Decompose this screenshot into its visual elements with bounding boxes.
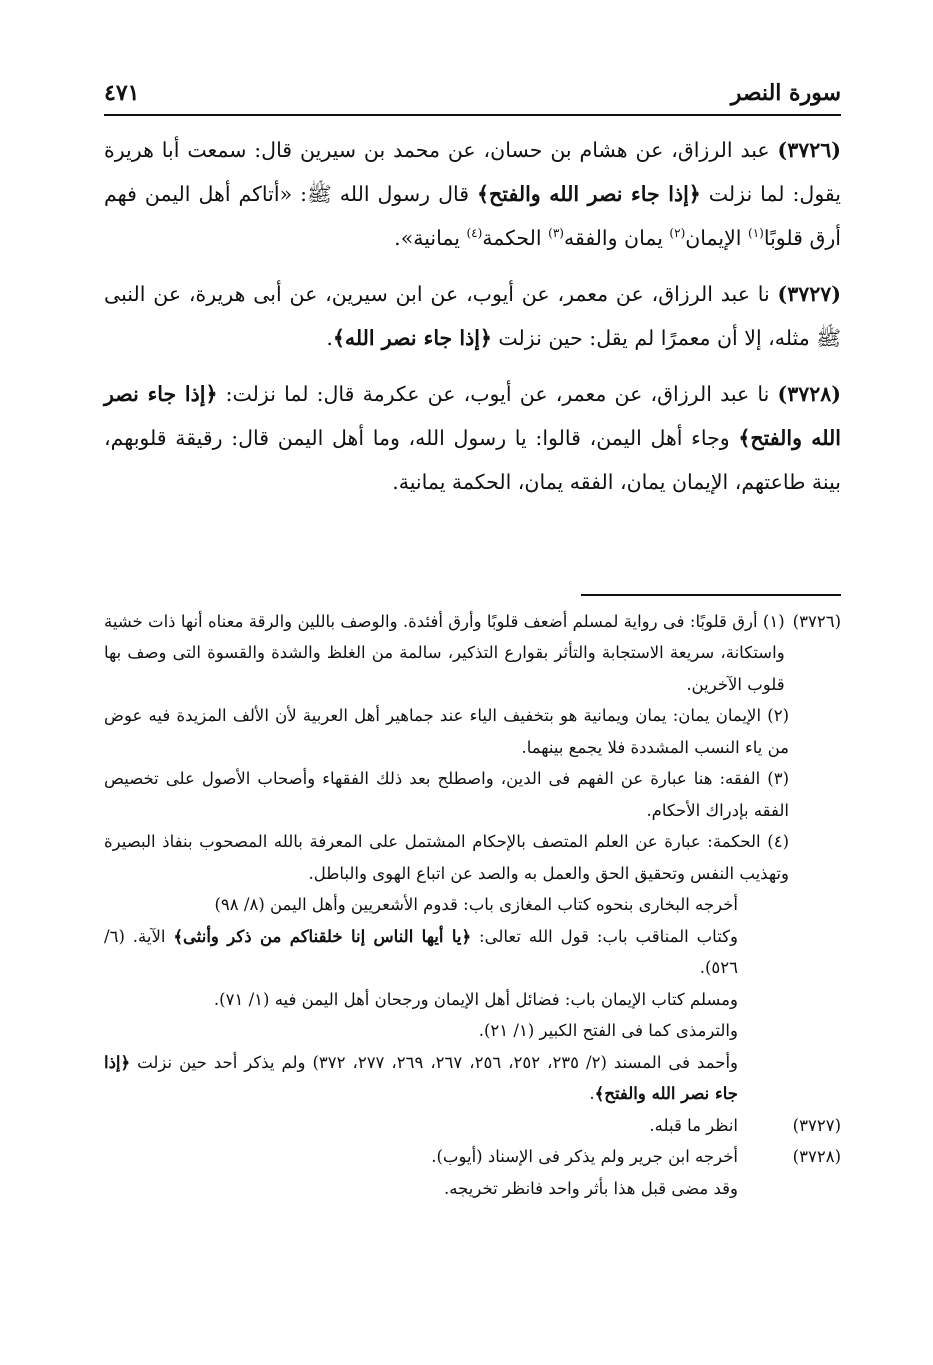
footnote-ref: (٢) bbox=[669, 226, 686, 241]
hadith-3726 bbox=[104, 128, 841, 260]
hadith-number: (٣٧٢٦) bbox=[777, 138, 841, 162]
hadith-number: (٣٧٢٨) bbox=[777, 382, 841, 406]
hadith-text: يمان والفقه bbox=[563, 226, 670, 250]
footnote-text: أخرجه ابن جرير ولم يذكر فى الإسناد (أيوب). bbox=[431, 1147, 738, 1166]
hadith-text: الإيمان bbox=[685, 226, 749, 250]
hadith-text: عبد الرزاق، عن هشام بن حسان، عن محمد بن سيرين قال: سمعت أبا هريرة يقول: لما نزلت bbox=[104, 138, 841, 206]
footnote-4: (٤) الحكمة: عبارة عن العلم المتصف بالإحكام المشتمل على المعرفة بالله المصحوب بنفاذ البصيرة وتهذيب النفس وتحقيق الحق والعمل به والصد عن اتباع الهوى والباطل. bbox=[104, 832, 789, 883]
hadith-text: نا عبد الرزاق، عن معمر، عن أيوب، عن ابن سيرين، عن أبى هريرة، عن النبى ﷺ مثله، إلا أن معمرًا لم يقل: حين نزلت bbox=[104, 282, 841, 350]
hadith-text: يمانية». bbox=[394, 226, 467, 250]
footnote-ref: (٣) bbox=[548, 226, 564, 241]
page-number: ٤٧١ bbox=[104, 80, 140, 106]
footnote-3728 bbox=[104, 1141, 841, 1173]
footnote-text: (١) أرق قلوبًا: فى رواية لمسلم أضعف قلوبًا وأرق أفئدة. والوصف باللين والرقة معناه أنها ذات خشية واستكانة، سريعة الاستجابة والتأثر بقوارع التذكير، سالمة من الغلظ والشدة والقسوة التى وصف بها قلوب الآخرين. bbox=[104, 611, 785, 694]
takhrij-ahmad bbox=[104, 1047, 841, 1110]
hadith-number: (٣٧٢٧) bbox=[777, 282, 841, 306]
takhrij-text: . bbox=[589, 1084, 595, 1103]
footnote-divider bbox=[581, 594, 841, 596]
footnote-ref: (١) bbox=[748, 226, 764, 241]
hadith-text: وجاء أهل اليمن، قالوا: يا رسول الله، وما أهل اليمن قال: رقيقة قلوبهم، بينة طاعتهم، الإيمان يمان، الفقه يمان، الحكمة يمانية. bbox=[104, 426, 841, 494]
footnote-3726 bbox=[104, 606, 841, 701]
hadith-3727 bbox=[104, 272, 841, 360]
book-page bbox=[104, 70, 841, 1204]
takhrij-tirmidhi: والترمذى كما فى الفتح الكبير (١/ ٢١). bbox=[478, 1021, 738, 1040]
header-divider bbox=[104, 114, 841, 116]
footnotes bbox=[104, 606, 841, 1205]
hadith-text: . bbox=[326, 326, 333, 350]
footnote-2: (٢) الإيمان يمان: يمان ويمانية هو بتخفيف الياء عند جماهير أهل العربية لأن الألف المزيدة فيه عوض من ياء النسب المشددة فلا يجمع بينهما. bbox=[104, 706, 789, 757]
surah-title: سورة النصر bbox=[730, 80, 841, 106]
takhrij-text: وأحمد فى المسند (٢/ ٢٣٥، ٢٥٢، ٢٥٦، ٢٦٧، ٢٦٩، ٢٧٧، ٣٧٢) ولم يذكر أحد حين نزلت bbox=[130, 1052, 738, 1072]
takhrij-bukhari-manaqib bbox=[104, 921, 841, 984]
footnote-text: انظر ما قبله. bbox=[649, 1115, 738, 1135]
takhrij-muslim: ومسلم كتاب الإيمان باب: فضائل أهل الإيمان ورجحان أهل اليمن فيه (١/ ٧١). bbox=[213, 989, 738, 1009]
quran-quote: ﴿إذا جاء نصر الله﴾ bbox=[332, 326, 492, 350]
hadith-text: الحكمة bbox=[482, 226, 549, 250]
footnote-3728-cont: وقد مضى قبل هذا بأثر واحد فانظر تخريجه. bbox=[444, 1178, 738, 1198]
quran-quote: ﴿إذا جاء نصر الله والفتح﴾ bbox=[104, 382, 841, 450]
footnote-ref: (٤) bbox=[466, 226, 483, 241]
hadith-3728 bbox=[104, 372, 841, 504]
page-header bbox=[104, 70, 841, 110]
hadith-text: قال رسول الله ﷺ: «أتاكم أهل اليمن فهم أرق قلوبًا bbox=[104, 182, 841, 250]
quran-quote: ﴿إذا جاء نصر الله والفتح﴾ bbox=[477, 182, 701, 206]
quran-quote: ﴿يا أيها الناس إنا خلقناكم من ذكر وأنثى﴾ bbox=[173, 926, 472, 946]
footnote-3: (٣) الفقه: هنا عبارة عن الفهم فى الدين، واصطلح بعد ذلك الفقهاء وأصحاب الأصول على تخصيص الفقه بإدراك الأحكام. bbox=[104, 769, 789, 820]
takhrij-text: الآية. (٦/ ٥٢٦). bbox=[104, 926, 738, 977]
takhrij-bukhari: أخرجه البخارى بنحوه كتاب المغازى باب: قدوم الأشعريين وأهل اليمن (٨/ ٩٨) bbox=[214, 895, 738, 914]
footnote-label: (٣٧٢٧) bbox=[792, 1115, 841, 1135]
footnote-3727 bbox=[104, 1110, 841, 1142]
takhrij-text: وكتاب المناقب باب: قول الله تعالى: bbox=[471, 926, 739, 946]
quran-quote: ﴿إذا جاء نصر الله والفتح﴾ bbox=[104, 1052, 738, 1103]
footnote-label: (٣٧٢٨) bbox=[792, 1147, 841, 1166]
footnote-label: (٣٧٢٦) bbox=[792, 611, 841, 631]
hadith-text: نا عبد الرزاق، عن معمر، عن أيوب، عن عكرمة قال: لما نزلت: bbox=[217, 382, 778, 406]
